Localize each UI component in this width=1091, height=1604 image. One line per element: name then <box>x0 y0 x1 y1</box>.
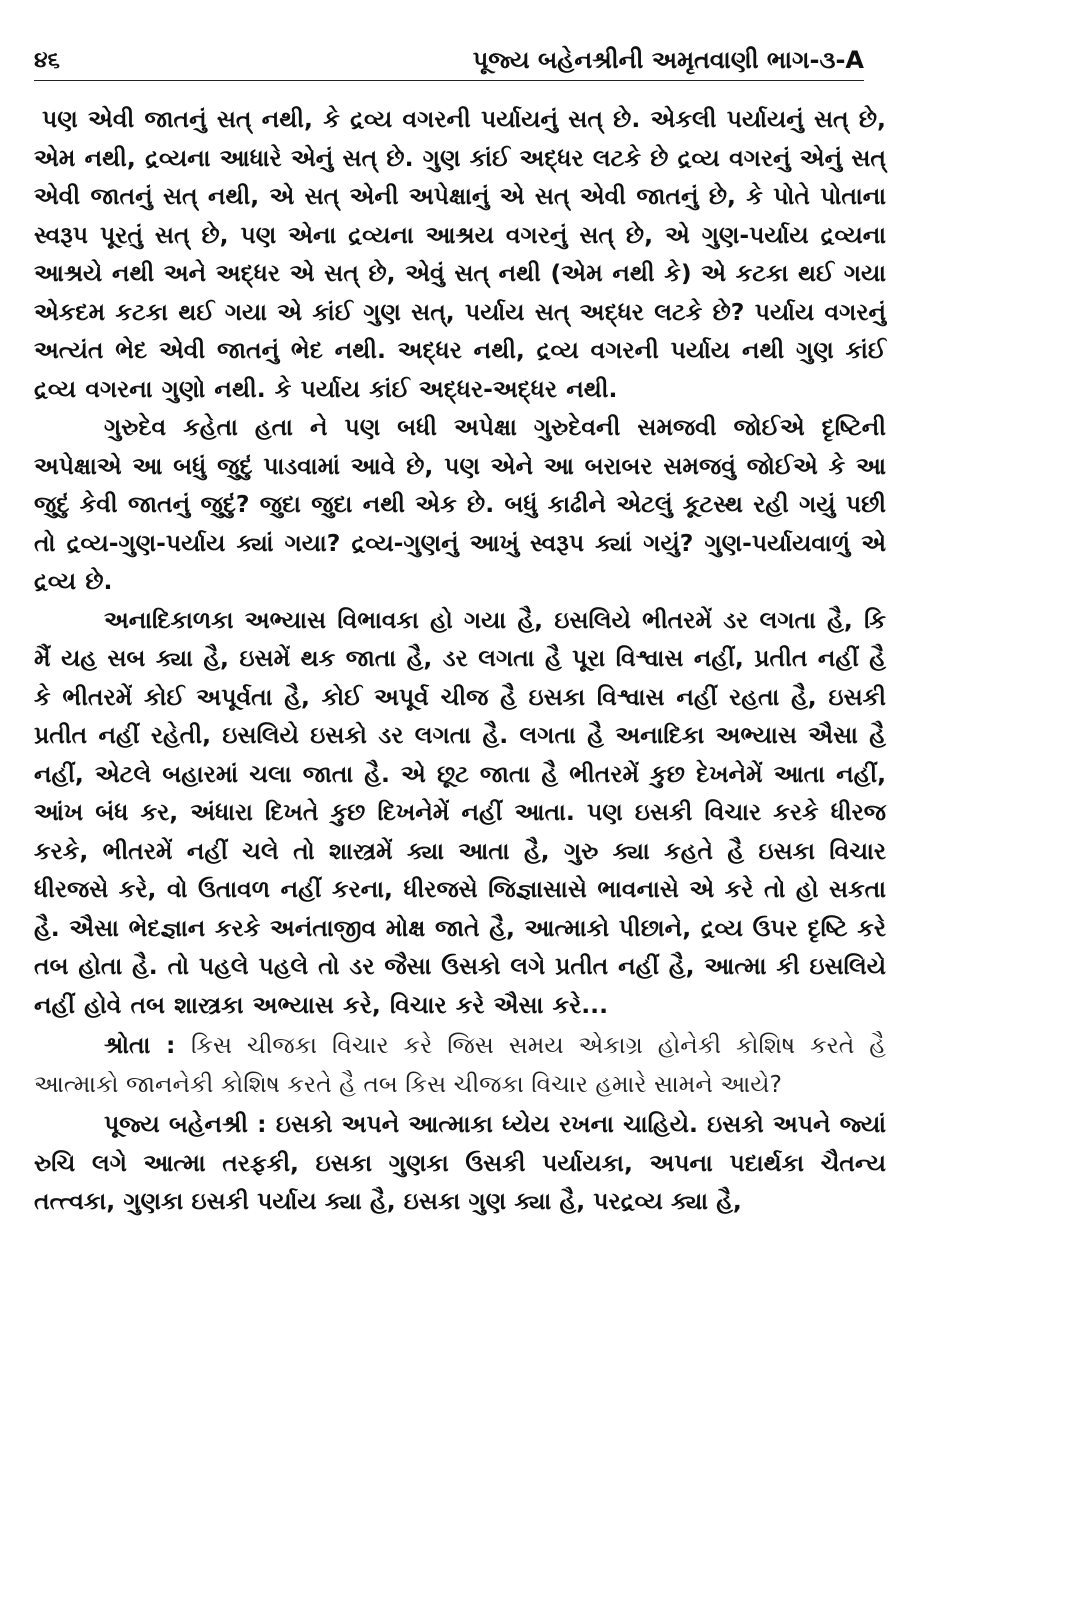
page-header <box>34 46 864 81</box>
running-title: પૂજ્ય બહેનશ્રીની અમૃતવાણી ભાગ-૩-A <box>472 46 864 74</box>
speaker-label: પૂજ્ય બહેનશ્રી : <box>104 1110 276 1138</box>
page-number: ૪૬ <box>34 48 60 73</box>
paragraph-3: અનાદિકાળકા અભ્યાસ વિભાવકા હો ગયા હૈ, ઇસલિયે ભીતરમેં ડર લગતા હૈ, કિ મૈં યહ સબ ક્યા હૈ, ઇસમેં થક જાતા હૈ, ડર લગતા હૈ પૂરા વિશ્વાસ નહીં, પ્રતીત નહીં હૈ કે ભીતરમેં કોઈ અપૂર્વતા હૈ, કોઈ અપૂર્વ ચીજ હૈ ઇસકા વિશ્વાસ નહીં રહતા હૈ, ઇસકી પ્રતીત નહીં રહેતી, ઇસલિયે ઇસકો ડર લગતા હૈ. લગતા હૈ અનાદિકા અભ્યાસ ઐસા હૈ નહીં, એટલે બહારમાં ચલા જાતા હૈ. એ છૂટ જાતા હૈ ભીતરમેં કુછ દેખનેમેં આતા નહીં, આંખ બંધ કર, અંધારા દિખતે કુછ દિખનેમેં નહીં આતા. પણ ઇસકી વિચાર કરકે ધીરજ કરકે, ભીતરમેં નહીં ચલે તો શાસ્ત્રમેં ક્યા આતા હૈ, ગુરુ ક્યા કહતે હૈ ઇસકા વિચાર ધીરજસે કરે, વો ઉતાવળ નહીં કરના, ધીરજસે જિજ્ઞાસાસે ભાવનાસે એ કરે તો હો સકતા હૈ. ઐસા ભેદજ્ઞાન કરકે અનંતાજીવ મોક્ષ જાતે હૈ, આત્માકો પીછાને, દ્રવ્ય ઉપર દૃષ્ટિ કરે તબ હોતા હૈ. તો પહલે પહલે તો ડર જૈસા ઉસકો લગે પ્રતીત નહીં હૈ, આત્મા કી ઇસલિયે નહીં હોવે તબ શાસ્ત્રકા અભ્યાસ કરે, વિચાર કરે ઐસા કરે... <box>34 605 886 1019</box>
body-text <box>34 100 886 1221</box>
speaker-label: શ્રોતા : <box>104 1031 192 1059</box>
speech-text: કિસ ચીજકા વિચાર કરે જિસ સમય એકાગ્ર હોનેકી કોશિષ કરતે હૈ આત્માકો જાનનેકી કોશિષ કરતે હૈ તબ કિસ ચીજકા વિચાર હમારે સામને આયે? <box>34 1031 886 1098</box>
dialogue-listener <box>34 1026 886 1103</box>
paragraph-1: પણ એવી જાતનું સત્ નથી, કે દ્રવ્ય વગરની પર્યાયનું સત્ છે. એકલી પર્યાયનું સત્ છે, એમ નથી, દ્રવ્યના આધારે એનું સત્ છે. ગુણ કાંઈ અદ્ધર લટકે છે દ્રવ્ય વગરનું એનું સત્ એવી જાતનું સત્ નથી, એ સત્ એની અપેક્ષાનું એ સત્ એવી જાતનું છે, કે પોતે પોતાના સ્વરૂપ પૂરતું સત્ છે, પણ એના દ્રવ્યના આશ્રય વગરનું સત્ છે, એ ગુણ-પર્યાય દ્રવ્યના આશ્રયે નથી અને અદ્ધર એ સત્ છે, એવું સત્ નથી (એમ નથી કે) એ કટકા થઈ ગયા એકદમ કટકા થઈ ગયા એ કાંઈ ગુણ સત્, પર્યાય સત્ અદ્ધર લટકે છે? પર્યાય વગરનું અત્યંત ભેદ એવી જાતનું ભેદ નથી. અદ્ધર નથી, દ્રવ્ય વગરની પર્યાય નથી ગુણ કાંઈ દ્રવ્ય વગરના ગુણો નથી. કે પર્યાય કાંઈ અદ્ધર-અદ્ધર નથી. <box>34 105 886 403</box>
speech-text: ઇસકો અપને આત્માકા ધ્યેય રખના ચાહિયે. ઇસકો અપને જ્યાં રુચિ લગે આત્મા તરફકી, ઇસકા ગુણકા ઉસકી પર્યાયકા, અપના પદાર્થકા ચૈતન્ય તત્ત્વકા, ગુણકા ઇસકી પર્યાય ક્યા હૈ, ઇસકા ગુણ ક્યા હૈ, પરદ્રવ્ય ક્યા હૈ, <box>34 1110 887 1215</box>
paragraph-2: ગુરુદેવ કહેતા હતા ને પણ બધી અપેક્ષા ગુરુદેવની સમજવી જોઈએ દૃષ્ટિની અપેક્ષાએ આ બધું જુદું પાડવામાં આવે છે, પણ એને આ બરાબર સમજવું જોઈએ કે આ જુદું કેવી જાતનું જુદું? જુદા જુદા નથી એક છે. બધું કાઢીને એટલું કૂટસ્થ રહી ગયું પછી તો દ્રવ્ય-ગુણ-પર્યાય ક્યાં ગયા? દ્રવ્ય-ગુણનું આખું સ્વરૂપ ક્યાં ગયું? ગુણ-પર્યાયવાળું એ દ્રવ્ય છે. <box>34 413 886 595</box>
dialogue-behenshri <box>34 1105 886 1221</box>
